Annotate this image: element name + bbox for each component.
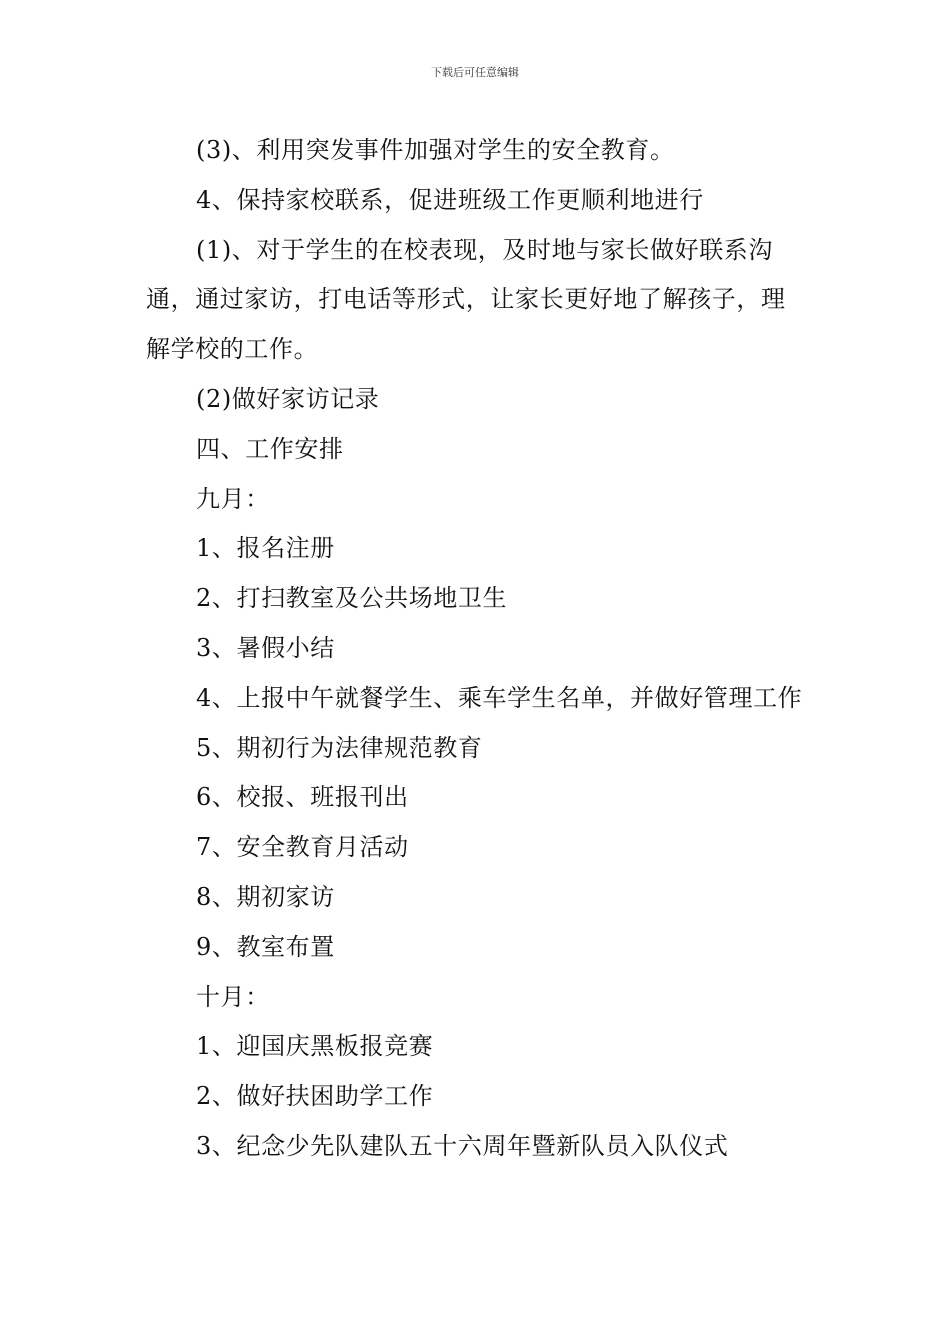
paragraph: (2)做好家访记录 — [196, 384, 380, 413]
list-item: 9、教室布置 — [196, 932, 335, 961]
document-body — [146, 126, 810, 1172]
list-item: 2、做好扶困助学工作 — [196, 1082, 434, 1111]
list-item: 1、迎国庆黑板报竞赛 — [196, 1032, 434, 1061]
list-item: 8、期初家访 — [196, 882, 335, 911]
list-item: 7、安全教育月活动 — [196, 833, 409, 862]
list-item: 4、上报中午就餐学生、乘车学生名单，并做好管理工作 — [196, 683, 803, 712]
section-heading: 四、工作安排 — [196, 434, 344, 463]
page-header-note: 下载后可任意编辑 — [431, 66, 519, 79]
month-heading: 十月： — [196, 982, 270, 1011]
list-item: 3、暑假小结 — [196, 633, 335, 662]
list-item: 2、打扫教室及公共场地卫生 — [196, 584, 508, 613]
list-item: 6、校报、班报刊出 — [196, 783, 409, 812]
list-item: 5、期初行为法律规范教育 — [196, 733, 483, 762]
month-heading: 九月： — [196, 484, 270, 513]
paragraph: (3)、利用突发事件加强对学生的安全教育。 — [196, 136, 675, 164]
paragraph: 4、保持家校联系，促进班级工作更顺利地进行 — [196, 185, 704, 214]
paragraph: (1)、对于学生的在校表现，及时地与家长做好联系沟通，通过家访，打电话等形式，让家长更好地了解孩子，理解学校的工作。 — [146, 235, 786, 364]
list-item: 1、报名注册 — [196, 534, 335, 563]
list-item: 3、纪念少先队建队五十六周年暨新队员入队仪式 — [196, 1131, 729, 1160]
